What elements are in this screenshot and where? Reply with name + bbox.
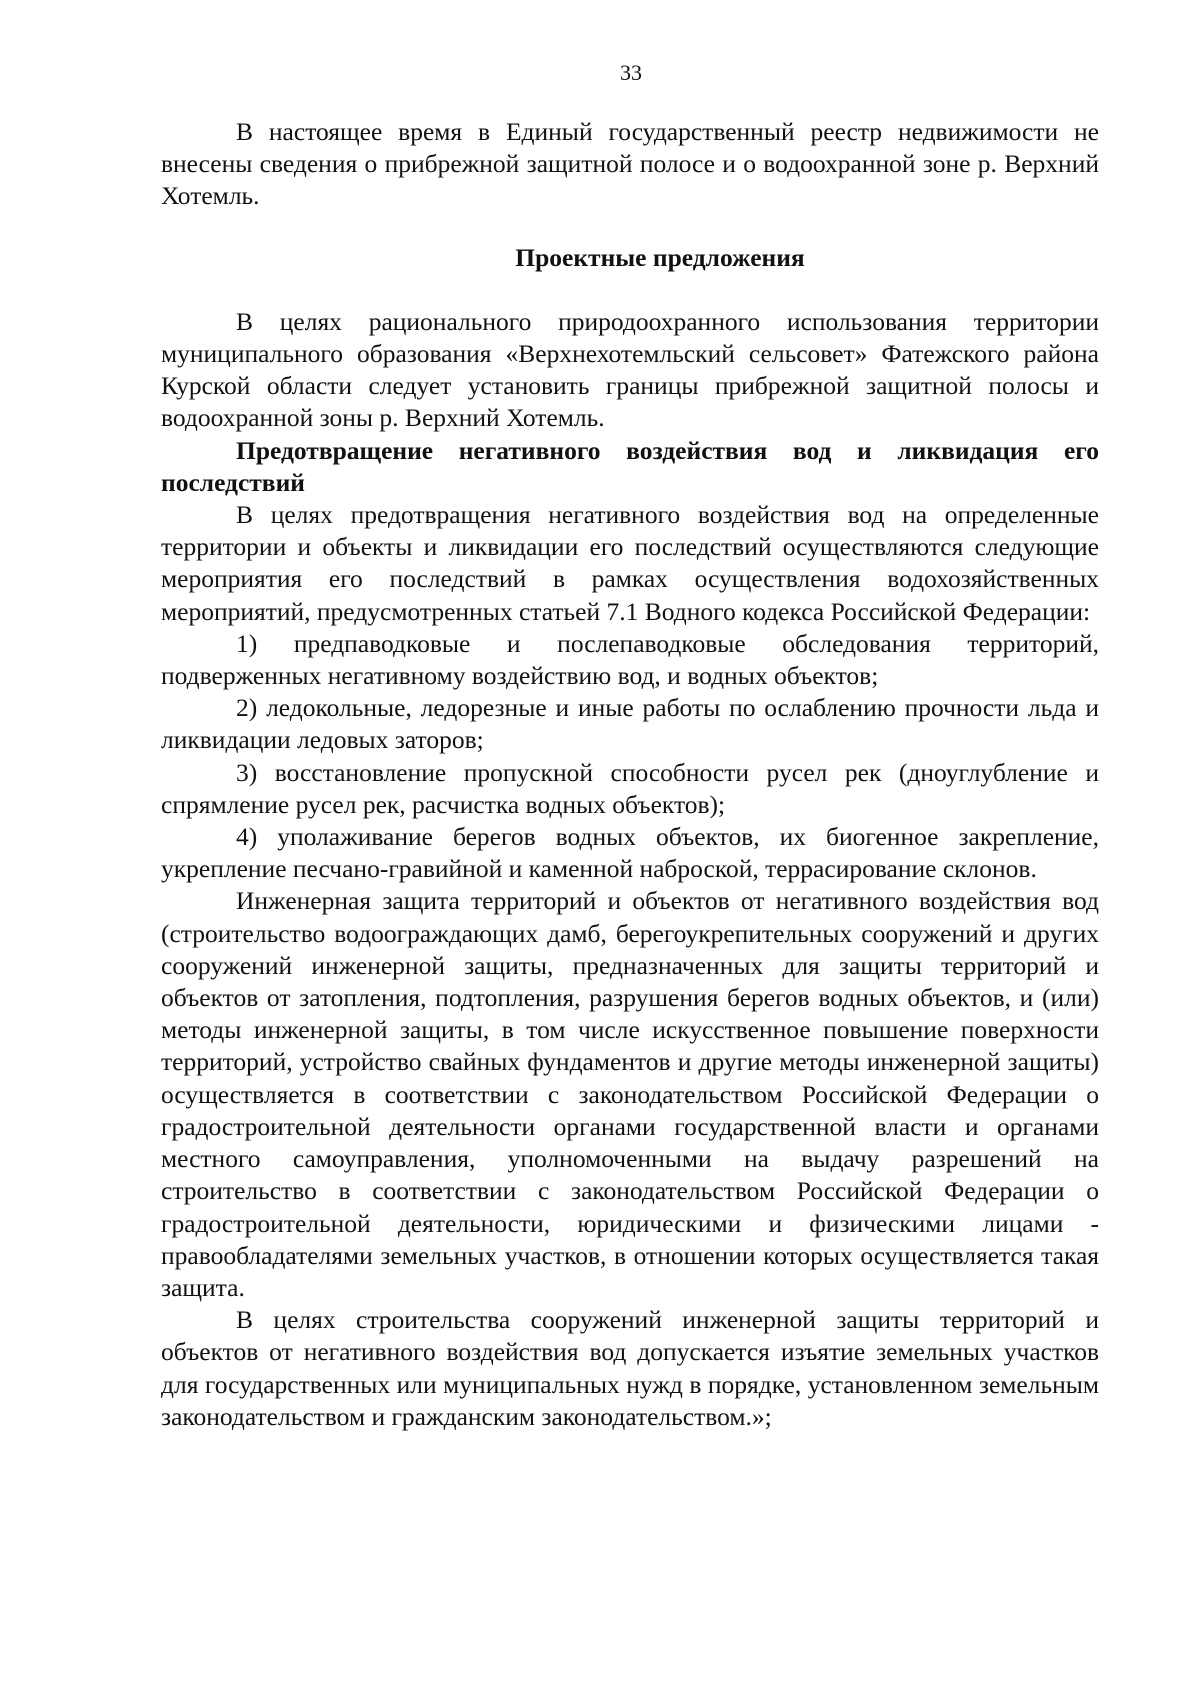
list-item: 4) уполаживание берегов водных объектов, их биогенное закрепление, укрепление песчано-гравийной и каменной наброской, террасирование склонов. [161, 822, 1099, 884]
paragraph-proposals: В целях рационального природоохранного использования территории муниципального образования «Верхнехотемльский сельсовет» Фатежского района Курской области следует установить границы прибрежной защитной полосы и водоохранной зоны р. Верхний Хотемль. [161, 306, 1099, 433]
heading-prevention: Предотвращение негативного воздействия вод и ликвидация его последствий [161, 435, 1099, 497]
page-number: 33 [620, 60, 642, 85]
paragraph-engineering-protection: Инженерная защита территорий и объектов от негативного воздействия вод (строительство водоограждающих дамб, берегоукрепительных сооружений и других сооружений инженерной защиты, предназначенных для защиты территорий и объектов от затопления, подтопления, разрушения берегов водных объектов, и (или) методы инженерной защиты, в том числе искусственное повышение поверхности территорий, устройство свайных фундаментов и другие методы инженерной защиты) осуществляется в соответствии с законодательством Российской Федерации о градостроительной деятельности органами государственной власти и органами местного самоуправления, уполномоченными на выдачу разрешений на строительство в соответствии с законодательством Российской Федерации о градостроительной деятельности, юридическими и физическими лицами - правообладателями земельных участков, в отношении которых осуществляется такая защита. [161, 886, 1099, 1302]
document-body [161, 116, 1099, 1433]
list-item: 1) предпаводковые и послепаводковые обследования территорий, подверженных негативному воздействию вод, и водных объектов; [161, 628, 1099, 691]
paragraph-land-seizure: В целях строительства сооружений инженерной защиты территорий и объектов от негативного воздействия вод допускается изъятие земельных участков для государственных или муниципальных нужд в порядке, установленном земельным законодательством и гражданским законодательством.»; [161, 1305, 1099, 1431]
heading-project-proposals: Проектные предложения [515, 242, 805, 272]
list-item: 3) восстановление пропускной способности русел рек (дноуглубление и спрямление русел рек, расчистка водных объектов); [161, 757, 1099, 819]
list-item: 2) ледокольные, ледорезные и иные работы по ослаблению прочности льда и ликвидации ледовых заторов; [161, 693, 1099, 755]
paragraph-prevention-intro: В целях предотвращения негативного воздействия вод на определенные территории и объекты и ликвидации его последствий осуществляются следующие мероприятия его последствий в рамках осуществления водохозяйственных мероприятий, предусмотренных статьей 7.1 Водного кодекса Российской Федерации: [161, 500, 1099, 626]
paragraph-intro: В настоящее время в Единый государственный реестр недвижимости не внесены сведения о прибрежной защитной полосе и о водоохранной зоне р. Верхний Хотемль. [161, 117, 1099, 211]
